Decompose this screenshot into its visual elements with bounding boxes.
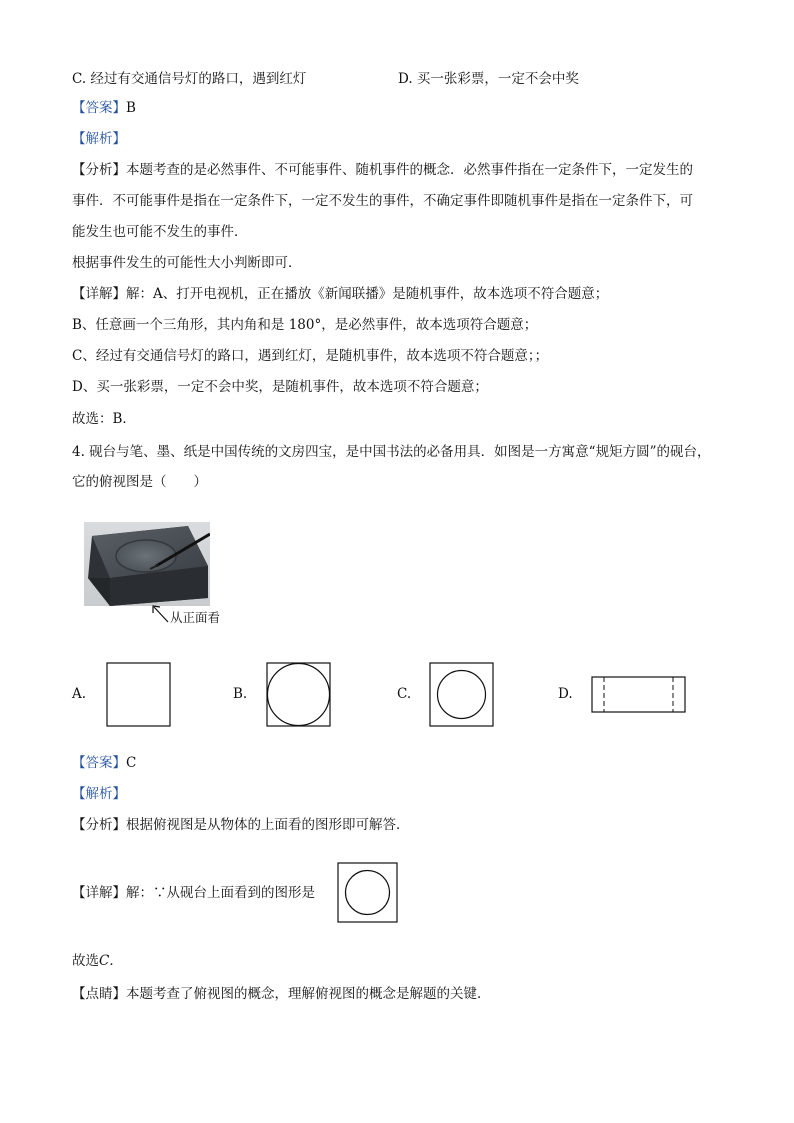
fenxi-line-4: 根据事件发生的可能性大小判断即可． [72,255,302,271]
conclusion-line: 故选：B． [72,411,136,427]
q4-xiangjie-text: 解：∵从砚台上面看到的图形是 [126,885,315,901]
fenxi-text-1: 本题考查的是必然事件、不可能事件、随机事件的概念．必然事件指在一定条件下，一定发生的 [126,162,693,178]
q4-stem-line-2: 它的俯视图是（ ） [72,474,207,490]
q4-conclusion-letter: C [99,953,110,969]
xiangjie-line-3: C、经过有交通信号灯的路口，遇到红灯，是随机事件，故本选项不符合题意；； [72,348,549,364]
q4-answer-value: C [126,755,137,771]
q4-conclusion-suffix: ． [109,953,123,969]
q4-dianjing-line [72,985,491,1003]
choice-c-figure [429,662,495,728]
fenxi-line-1 [72,161,693,179]
answer-tag: 【答案】 [72,100,126,116]
q4-stem-line-1: 4. 砚台与笔、墨、纸是中国传统的文房四宝，是中国书法的必备用具．如图是一方寓意“规矩方圆”的砚台， [72,444,711,460]
xiangjie-tag: 【详解】 [72,286,126,302]
answer-value: B [126,100,136,116]
q4-topview-figure [337,862,399,924]
q4-dianjing-text: 本题考查了俯视图的概念，理解俯视图的概念是解题的关键． [126,986,491,1002]
q4-fenxi-tag: 【分析】 [72,817,126,833]
q4-answer-line [72,754,136,772]
q4-conclusion-prefix: 故选 [72,953,99,969]
choice-b-label: B. [233,686,248,702]
choice-a-figure [106,662,172,728]
q4-xiangjie-line [72,884,315,902]
choice-d-label: D. [558,686,573,702]
choice-a-label: A. [72,686,87,702]
option-c-text: C. 经过有交通信号灯的路口，遇到红灯 [72,71,307,87]
analysis-tag: 【解析】 [72,131,126,147]
fenxi-line-3: 能发生也可能不发生的事件． [72,224,248,240]
arrow-icon [150,604,170,626]
xiangjie-text-1: 解：A、打开电视机，正在播放《新闻联播》是随机事件，故本选项不符合题意； [126,286,609,302]
q4-fenxi-text: 根据俯视图是从物体的上面看的图形即可解答． [126,817,410,833]
q4-dianjing-tag: 【点睛】 [72,986,126,1002]
q4-conclusion-line [72,952,123,970]
q4-analysis-tag: 【解析】 [72,786,126,802]
answer-line-1 [72,99,136,117]
photo-caption: 从正面看 [170,610,221,625]
choice-b-figure [266,662,332,728]
choice-c-label: C. [397,686,412,702]
q4-xiangjie-tag: 【详解】 [72,885,126,901]
fenxi-line-2: 事件．不可能事件是指在一定条件下，一定不发生的事件，不确定事件即随机事件是指在一定条件下，可 [72,193,693,209]
xiangjie-line-2: B、任意画一个三角形，其内角和是 180°，是必然事件，故本选项符合题意； [72,317,538,333]
choice-d-figure [591,676,687,714]
q4-answer-tag: 【答案】 [72,755,126,771]
xiangjie-line-4: D、买一张彩票，一定不会中奖，是随机事件，故本选项不符合题意； [72,379,488,395]
xiangjie-line-1 [72,285,608,303]
option-d-text: D. 买一张彩票，一定不会中奖 [398,71,579,87]
inkstone-photo [84,522,210,606]
q4-fenxi-line [72,816,410,834]
fenxi-tag: 【分析】 [72,162,126,178]
